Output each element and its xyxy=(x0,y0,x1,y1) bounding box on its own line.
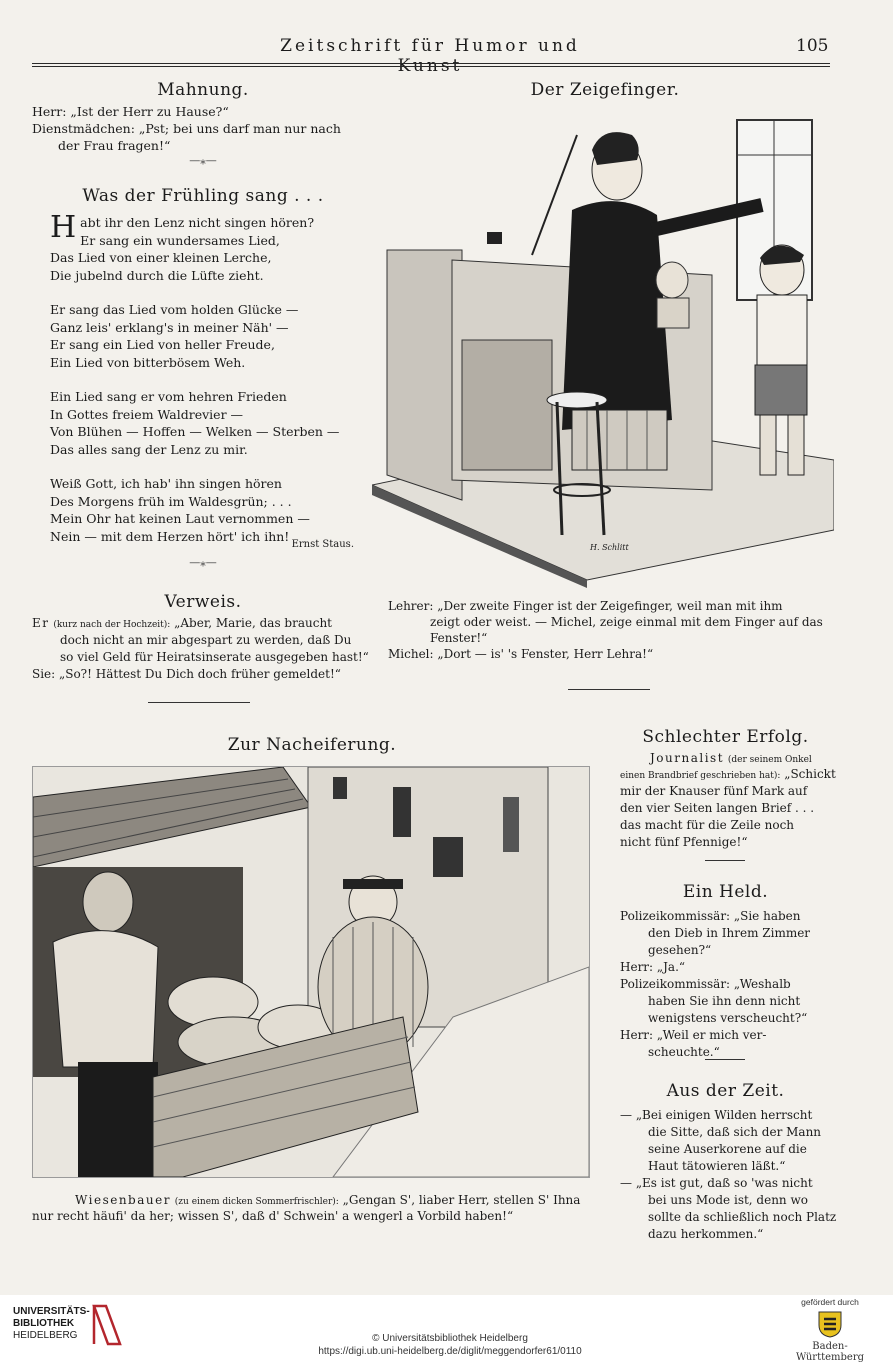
poem-stanza-1 xyxy=(50,210,370,284)
held-line-8: Herr: „Weil er mich ver- xyxy=(620,1028,767,1042)
copyright-text: © Universitätsbibliothek Heidelberg xyxy=(372,1333,528,1344)
poem-line: Das Lied von einer kleinen Lerche, xyxy=(50,250,272,265)
logo-text: UNIVERSITÄTS- xyxy=(13,1306,90,1317)
zeigefinger-caption-4: Michel: „Dort — is' 's Fenster, Herr Lehra!“ xyxy=(388,647,654,661)
section-divider xyxy=(705,860,745,861)
held-title: Ein Held. xyxy=(682,882,769,902)
zeit-line-1: — „Bei einigen Wilden herrscht xyxy=(620,1108,813,1122)
section-divider xyxy=(148,702,250,703)
dialogue-text: „Aber, Marie, das braucht xyxy=(174,616,332,630)
poem-line: In Gottes freiem Waldrevier — xyxy=(50,406,244,422)
speaker-label: Journalist xyxy=(650,751,725,765)
zeit-line-2: die Sitte, daß sich der Mann xyxy=(648,1125,822,1139)
poem-stanza-3 xyxy=(50,388,370,458)
zeit-line-5: — „Es ist gut, daß so 'was nicht xyxy=(620,1176,813,1190)
fruehling-poem xyxy=(50,210,370,562)
poem-line: Von Blühen — Hoffen — Welken — Sterben — xyxy=(50,424,340,439)
teacher-pupil-drawing xyxy=(372,110,834,590)
verweis-line-4: Sie: „So?! Hättest Du Dich doch früher gemeldet!“ xyxy=(32,667,341,681)
verweis-title: Verweis. xyxy=(164,592,242,612)
funder-block xyxy=(780,1297,880,1363)
poem-stanza-4 xyxy=(50,475,370,545)
held-line-5: Polizeikommissär: „Weshalb xyxy=(620,977,791,991)
verweis-line-3: so viel Geld für Heiratsinserate ausgegeben hast!“ xyxy=(60,650,369,664)
zeit-line-8: dazu herkommen.“ xyxy=(648,1227,764,1241)
fruehling-title: Was der Frühling sang . . . xyxy=(82,186,324,206)
zeit-line-7: sollte da schließlich noch Platz xyxy=(648,1210,837,1224)
artist-signature: H. Schlitt xyxy=(590,543,629,552)
ub-heidelberg-logo[interactable] xyxy=(13,1306,90,1342)
zeigefinger-caption-2: zeigt oder weist. — Michel, zeige einmal mit dem Finger auf das xyxy=(430,615,823,629)
erfolg-line-5: das macht für die Zeile noch xyxy=(620,818,795,832)
poem-stanza-2 xyxy=(50,301,370,371)
held-line-2: den Dieb in Ihrem Zimmer xyxy=(648,926,811,940)
zeigefinger-caption-3: Fenster!“ xyxy=(430,631,488,645)
ornament: —⁎— xyxy=(189,556,217,569)
header-rule xyxy=(32,63,830,64)
funder-name: Baden-Württemberg xyxy=(795,1341,865,1363)
zeigefinger-title: Der Zeigefinger. xyxy=(530,80,680,100)
poem-author: Ernst Staus. xyxy=(291,539,354,550)
poem-line: Er sang ein wundersames Lied, xyxy=(80,232,280,248)
mahnung-line-1: Herr: „Ist der Herr zu Hause?“ xyxy=(32,104,229,119)
speaker-label: Er xyxy=(32,616,50,630)
zeit-line-3: seine Auserkorene auf die xyxy=(648,1142,807,1156)
mahnung-line-3: der Frau fragen!“ xyxy=(58,138,171,153)
nacheiferung-caption-2: nur recht häufi' da her; wissen S', daß d' Schwein' a wengerl a Vorbild haben!“ xyxy=(32,1209,514,1223)
poem-line: Weiß Gott, ich hab' ihn singen hören xyxy=(50,476,282,491)
poem-line: Ein Lied von bitterbösem Weh. xyxy=(50,354,246,370)
poem-line: Nein — mit dem Herzen hört' ich ihn! xyxy=(50,528,290,544)
schoolroom-illustration xyxy=(372,110,834,590)
poem-line: Ein Lied sang er vom hehren Frieden xyxy=(50,389,287,404)
erfolg-title: Schlechter Erfolg. xyxy=(642,727,809,747)
copyright-block xyxy=(250,1332,650,1358)
poem-line: Er sang das Lied vom holden Glücke — xyxy=(50,302,299,317)
poem-line: Das alles sang der Lenz zu mir. xyxy=(50,441,248,457)
bw-coat-of-arms-icon xyxy=(815,1309,845,1339)
stage-note: (kurz nach der Hochzeit): xyxy=(53,620,171,630)
drop-cap: H xyxy=(50,210,77,245)
stage-note: (der seinem Onkel xyxy=(727,755,812,765)
poem-line: Des Morgens früh im Waldesgrün; . . . xyxy=(50,493,292,509)
dialogue-text: „Gengan S', liaber Herr, stellen S' Ihna xyxy=(342,1193,581,1207)
held-line-9: scheuchte.“ xyxy=(648,1045,720,1059)
poem-line: Er sang ein Lied von heller Freude, xyxy=(50,337,275,352)
permalink[interactable]: https://digi.ub.uni-heidelberg.de/diglit/meggendorfer61/0110 xyxy=(318,1346,582,1357)
nacheiferung-title: Zur Nacheiferung. xyxy=(227,735,397,755)
header-rule-2 xyxy=(32,66,830,67)
erfolg-line-4: den vier Seiten langen Brief . . . xyxy=(620,801,815,815)
logo-text: HEIDELBERG xyxy=(13,1330,78,1341)
poem-line: Mein Ohr hat keinen Laut vernommen — xyxy=(50,511,310,526)
erfolg-line-3: mir der Knauser fünf Mark auf xyxy=(620,784,808,798)
logo-text: BIBLIOTHEK xyxy=(13,1318,75,1329)
held-line-7: wenigstens verscheucht?“ xyxy=(648,1011,808,1025)
dialogue-text: „Schickt xyxy=(784,767,836,781)
section-divider xyxy=(568,689,650,690)
held-line-6: haben Sie ihn denn nicht xyxy=(648,994,801,1008)
zeit-line-6: bei uns Mode ist, denn wo xyxy=(648,1193,808,1207)
farmer-pigs-drawing xyxy=(33,767,589,1177)
speaker-label: Wiesenbauer xyxy=(75,1193,171,1207)
section-divider xyxy=(705,1059,745,1060)
erfolg-line-6: nicht fünf Pfennige!“ xyxy=(620,835,748,849)
ub-logo-mark-icon xyxy=(90,1302,124,1348)
mahnung-title: Mahnung. xyxy=(157,80,249,100)
page-number: 105 xyxy=(796,36,829,56)
poem-line: Ganz leis' erklang's in meiner Näh' — xyxy=(50,319,289,335)
zeit-line-4: Haut tätowieren läßt.“ xyxy=(648,1159,786,1173)
ornament: —⁎— xyxy=(189,154,217,167)
stage-note: einen Brandbrief geschrieben hat): xyxy=(620,771,781,781)
verweis-line-2: doch nicht an mir abgespart zu werden, daß Du xyxy=(60,633,352,647)
held-line-4: Herr: „Ja.“ xyxy=(620,960,686,974)
farmyard-illustration xyxy=(32,766,590,1178)
funded-by-label: gefördert durch xyxy=(801,1297,859,1307)
held-line-3: gesehen?“ xyxy=(648,943,712,957)
stage-note: (zu einem dicken Sommerfrischler): xyxy=(174,1197,339,1207)
running-header: Zeitschrift für Humor und xyxy=(280,36,580,56)
poem-line: abt ihr den Lenz nicht singen hören? xyxy=(80,215,315,230)
zeit-title: Aus der Zeit. xyxy=(666,1081,785,1101)
zeigefinger-caption-1: Lehrer: „Der zweite Finger ist der Zeigefinger, weil man mit ihm xyxy=(388,599,783,613)
held-line-1: Polizeikommissär: „Sie haben xyxy=(620,909,801,923)
poem-line: Die jubelnd durch die Lüfte zieht. xyxy=(50,267,264,283)
mahnung-line-2: Dienstmädchen: „Pst; bei uns darf man nur nach xyxy=(32,121,341,136)
